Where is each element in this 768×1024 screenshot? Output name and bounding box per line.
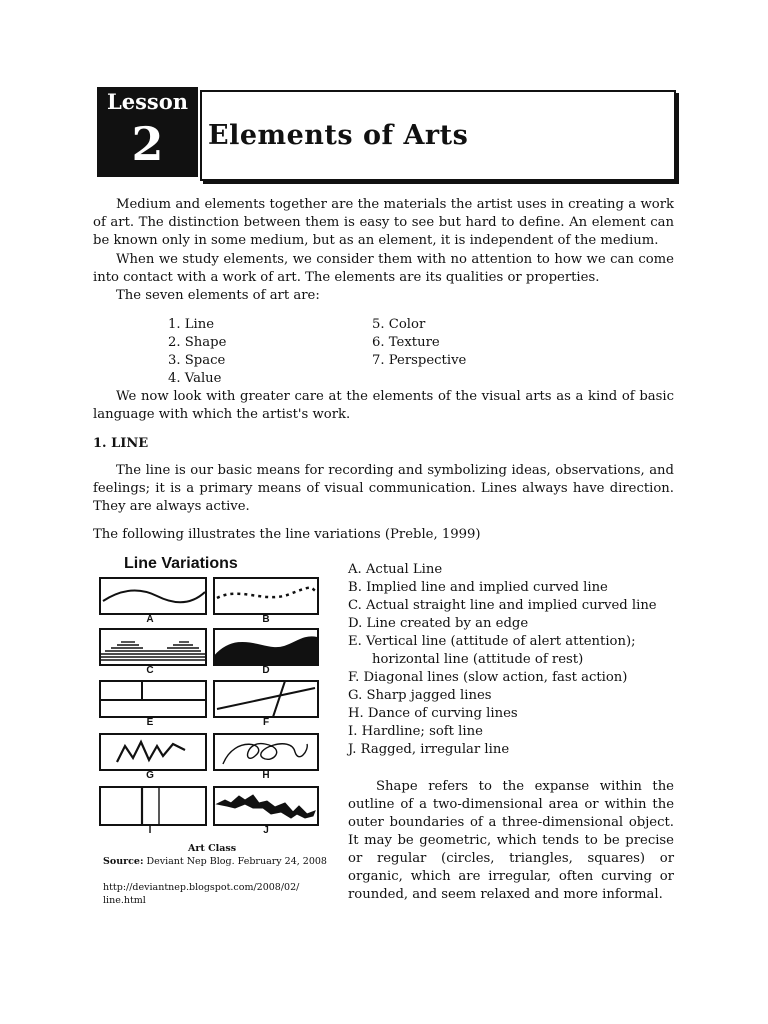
panel-a-frame	[100, 578, 206, 614]
list-item: 1. Line	[168, 317, 215, 332]
panel-j-shape	[217, 795, 315, 818]
caption-source	[103, 855, 328, 868]
lesson-number: 2	[131, 117, 164, 171]
panel-f-diagonal-2	[273, 681, 285, 717]
list-item: horizontal line (attitude of rest)	[372, 652, 584, 667]
page-title: Elements of Arts	[208, 120, 469, 151]
list-item: B. Implied line and implied curved line	[348, 580, 608, 595]
caption-title: Art Class	[188, 843, 237, 854]
panel-label-g: G	[146, 770, 154, 781]
list-item: D. Line created by an edge	[348, 616, 529, 631]
caption-url-1: http://deviantnep.blogspot.com/2008/02/	[103, 882, 300, 893]
elements-list-left	[168, 316, 226, 388]
panel-g-line	[117, 742, 185, 762]
panel-label-f: F	[262, 717, 270, 728]
line-paragraph: The line is our basic means for recording and symbolizing ideas, observations, and feelings; it is a primary means of visual communication. Lines always have direction. They are always active.	[93, 463, 674, 514]
panel-label-i: I	[148, 825, 152, 836]
illustration-intro: The following illustrates the line variations (Preble, 1999)	[93, 527, 481, 542]
panel-label-h: H	[262, 770, 270, 781]
panel-b-line	[217, 588, 317, 598]
caption-url-2: line.html	[103, 895, 146, 906]
panel-a-line	[103, 591, 205, 603]
intro-paragraph-2: When we study elements, we consider them with no attention to how we can come into contact with a work of art. The elements are its qualities or properties.	[93, 252, 674, 285]
list-item: 4. Value	[168, 371, 222, 386]
panel-d-shape	[215, 637, 317, 664]
panel-h-frame	[214, 734, 318, 770]
intro-paragraph-3: The seven elements of art are:	[116, 288, 320, 303]
panel-label-b: B	[262, 614, 270, 625]
figure-title: Line Variations	[124, 555, 238, 572]
after-list-paragraph: We now look with greater care at the elements of the visual arts as a kind of basic language with which the artist's work.	[93, 389, 674, 422]
panel-label-e: E	[146, 717, 154, 728]
variations-list	[348, 561, 678, 759]
caption-source-text: Deviant Nep Blog. February 24, 2008	[146, 856, 327, 867]
list-item: I. Hardline; soft line	[348, 724, 483, 739]
list-item: 3. Space	[168, 353, 226, 368]
elements-list-right	[372, 316, 466, 370]
list-item: E. Vertical line (attitude of alert attention);	[348, 634, 636, 649]
panel-f-diagonal-1	[217, 688, 315, 709]
intro-paragraph-1: Medium and elements together are the materials the artist uses in creating a work of art. The distinction between them is easy to see but hard to define. An element can be known only in some medium, but as an element, it is independent of the medium.	[93, 197, 674, 248]
list-item: 5. Color	[372, 317, 426, 332]
shape-paragraph: Shape refers to the expanse within the outline of a two-dimensional area or within the outer boundaries of a three-dimensional object. It may be geometric, which tends to be precise or regular (circles, triangles, squares) or organic, which are irregular, often curving or rounded, and seem relaxed and more informal.	[348, 779, 674, 902]
panel-i-frame	[100, 787, 206, 825]
panel-label-d: D	[262, 665, 270, 676]
list-item: 7. Perspective	[372, 353, 467, 368]
panel-label-c: C	[146, 665, 154, 676]
list-item: 2. Shape	[168, 335, 227, 350]
list-item: H. Dance of curving lines	[348, 706, 518, 721]
title-box	[200, 90, 676, 181]
list-item: J. Ragged, irregular line	[348, 742, 510, 757]
lesson-word: Lesson	[106, 89, 189, 114]
list-item: 6. Texture	[372, 335, 440, 350]
list-item: A. Actual Line	[348, 562, 443, 577]
panel-c-lines	[101, 642, 205, 660]
lesson-badge	[97, 87, 198, 177]
panel-h-line	[223, 744, 307, 764]
list-item: F. Diagonal lines (slow action, fast action)	[348, 670, 628, 685]
panel-label-a: A	[146, 614, 154, 625]
caption-source-label: Source:	[103, 856, 144, 867]
panel-label-j: J	[263, 825, 269, 836]
list-item: C. Actual straight line and implied curved line	[348, 598, 657, 613]
list-item: G. Sharp jagged lines	[348, 688, 492, 703]
section-heading-line: 1. LINE	[93, 436, 149, 451]
line-variations-figure	[95, 574, 325, 839]
